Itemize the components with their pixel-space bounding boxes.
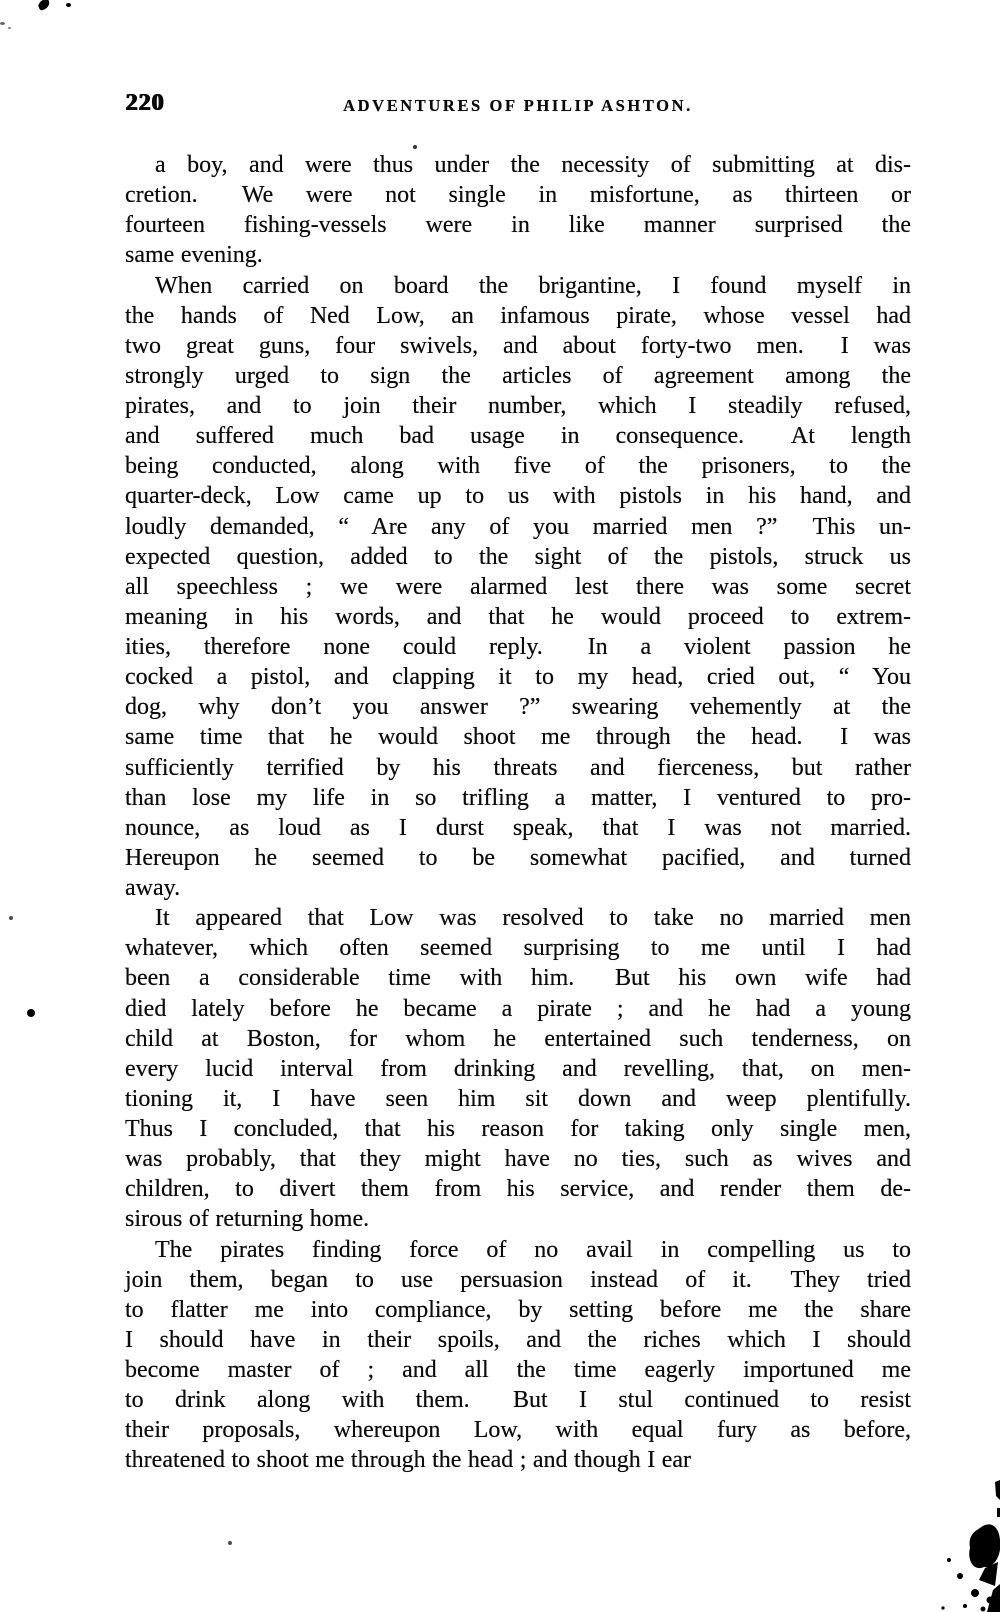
ink-speck — [0, 22, 5, 25]
text-line: two great guns, four swivels, and about forty-two men. I was — [125, 332, 911, 359]
text-line: every lucid interval from drinking and revelling, that, on men- — [125, 1055, 911, 1082]
text-line: than lose my life in so trifling a matter, I ventured to pro- — [125, 784, 911, 811]
text-line: was probably, that they might have no ties, such as wives and — [125, 1146, 911, 1173]
ink-speck — [8, 27, 11, 29]
running-title: ADVENTURES OF PHILIP ASHTON. — [343, 96, 693, 115]
text-line: meaning in his words, and that he would proceed to extrem- — [125, 603, 911, 630]
text-line: been a considerable time with him. But his own wife had — [125, 965, 911, 992]
ink-speck — [228, 1541, 232, 1545]
text-line: away. — [125, 875, 181, 901]
text-line: same time that he would shoot me through the head. I was — [125, 724, 911, 751]
ink-speck — [66, 3, 71, 7]
text-block — [125, 150, 911, 1476]
text-line: dog, why don’t you answer ?” swearing vehemently at the — [125, 694, 911, 721]
text-line: fourteen fishing-vessels were in like manner surprised the — [125, 212, 911, 239]
text-line: I should have in their spoils, and the riches which I should — [125, 1326, 911, 1353]
text-line: a boy, and were thus under the necessity of submitting at dis- — [155, 152, 911, 178]
ink-speck — [9, 916, 13, 920]
text-line: When carried on board the brigantine, I found myself in — [155, 272, 911, 299]
text-line: cretion. We were not single in misfortune, as thirteen or — [125, 182, 911, 209]
text-line: all speechless ; we were alarmed lest there was some secret — [125, 573, 911, 600]
text-line: The pirates finding force of no avail in compelling us to — [155, 1236, 911, 1263]
text-line: ities, therefore none could reply. In a violent passion he — [125, 634, 911, 660]
text-line: sufficiently terrified by his threats and fierceness, but rather — [125, 754, 911, 781]
text-line: sirous of returning home. — [125, 1206, 370, 1233]
text-line: to flatter me into compliance, by setting before me the share — [125, 1296, 911, 1323]
text-line: cocked a pistol, and clapping it to my head, cried out, “ You — [125, 664, 911, 691]
text-line: the hands of Ned Low, an infamous pirate, whose vessel had — [125, 302, 911, 329]
text-line: expected question, added to the sight of the pistols, struck us — [125, 543, 911, 570]
text-line: their proposals, whereupon Low, with equal fury as before, — [125, 1417, 911, 1444]
text-line: loudly demanded, “ Are any of you married men ?” This un- — [125, 513, 911, 540]
text-line: nounce, as loud as I durst speak, that I was not married. — [125, 814, 911, 841]
text-line: threatened to shoot me through the head ; and though I ear — [125, 1447, 691, 1474]
ink-speck — [27, 1009, 35, 1017]
text-line: children, to divert them from his service, and render them de- — [125, 1176, 911, 1203]
text-line: child at Boston, for whom he entertained such tenderness, on — [125, 1025, 911, 1052]
text-line: to drink along with them. But I stul continued to resist — [125, 1387, 911, 1414]
ink-speck — [37, 0, 52, 11]
text-line: join them, began to use persuasion instead of it. They tried — [125, 1266, 911, 1293]
text-line: strongly urged to sign the articles of agreement among the — [125, 362, 911, 389]
text-line: Hereupon he seemed to be somewhat pacified, and turned — [125, 844, 911, 871]
text-line: pirates, and to join their number, which I steadily refused, — [125, 393, 911, 419]
text-line: being conducted, along with five of the prisoners, to the — [125, 453, 911, 480]
text-line: whatever, which often seemed surprising to me until I had — [125, 935, 911, 962]
text-line: quarter-deck, Low came up to us with pistols in his hand, and — [125, 483, 911, 510]
page-number: 220 — [125, 90, 164, 116]
running-head — [125, 90, 911, 122]
text-line: died lately before he became a pirate ; and he had a young — [125, 995, 911, 1022]
text-line: tioning it, I have seen him sit down and weep plentifully. — [125, 1085, 911, 1112]
text-line: and suffered much bad usage in consequence. At length — [125, 423, 911, 450]
text-line: become master of ; and all the time eagerly importuned me — [125, 1357, 911, 1383]
ink-speck — [413, 145, 417, 149]
ink-blot — [935, 1480, 1000, 1612]
text-line: same evening. — [125, 242, 263, 269]
text-line: It appeared that Low was resolved to take no married men — [155, 905, 911, 932]
text-line: Thus I concluded, that his reason for taking only single men, — [125, 1116, 911, 1142]
